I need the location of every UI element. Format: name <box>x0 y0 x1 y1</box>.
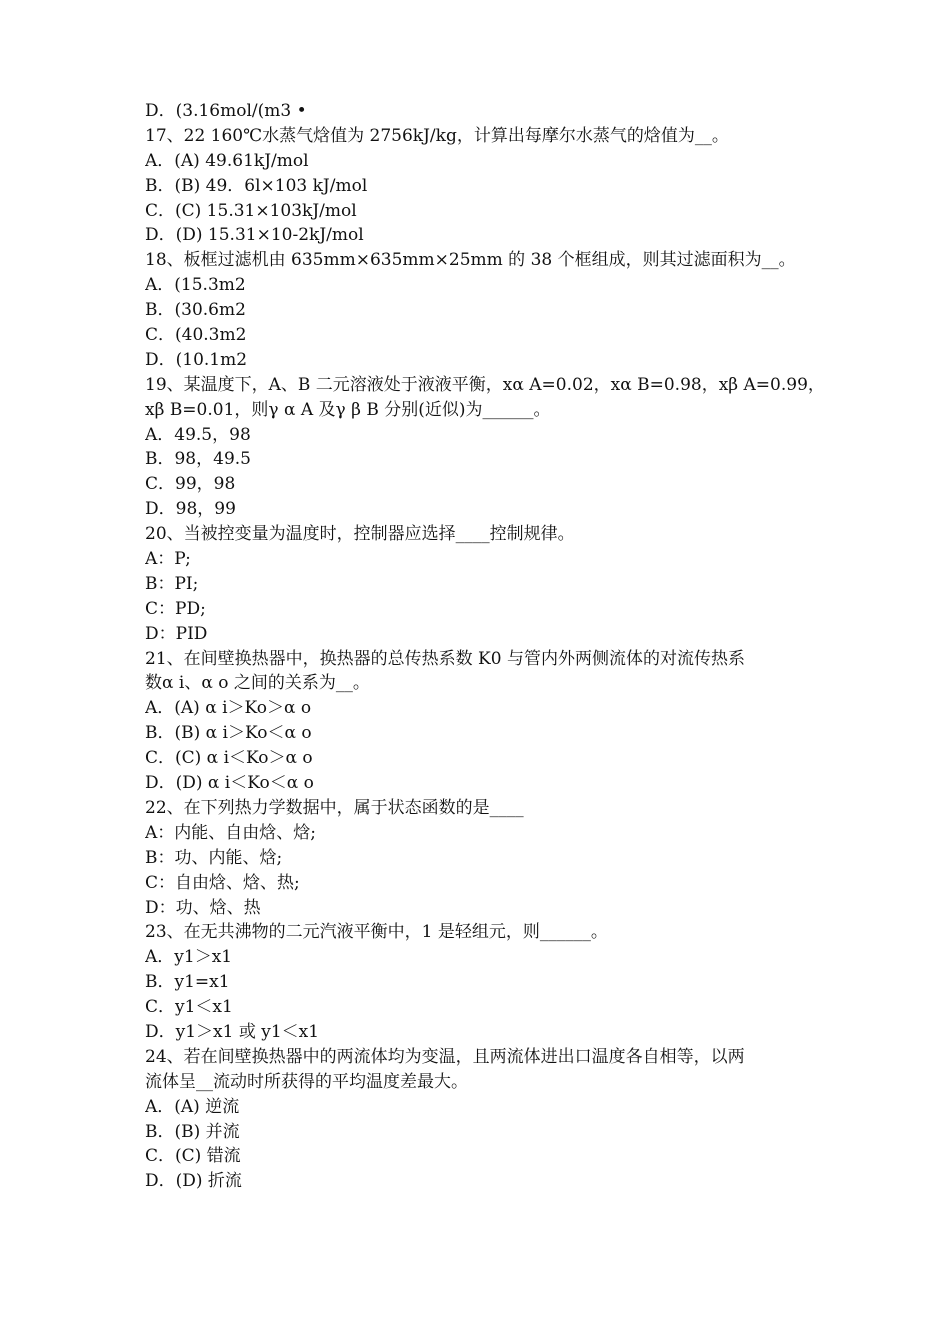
text-line: D：PID <box>145 623 208 644</box>
text-line: C．(C) 错流 <box>145 1146 241 1167</box>
text-line: A．(A) α i＞Ko＞α o <box>145 698 312 719</box>
text-line: C．(40.3m2 <box>145 325 247 346</box>
text-line: B．(B) α i＞Ko＜α o <box>145 723 312 744</box>
text-line: C．(C) α i＜Ko＞α o <box>145 748 313 769</box>
text-line: A．y1＞x1 <box>145 947 233 968</box>
question-21: 21、在间壁换热器中，换热器的总传热系数 K0 与管内外两侧流体的对流传热系 <box>145 648 745 669</box>
text-line: B．y1=x1 <box>145 972 230 993</box>
text-line: D．(D) 折流 <box>145 1171 242 1192</box>
text-line: B：PI; <box>145 573 199 594</box>
question-22: 22、在下列热力学数据中，属于状态函数的是____ <box>145 797 524 818</box>
text-line: B．(30.6m2 <box>145 300 246 321</box>
text-line: C：自由焓、焓、热; <box>145 872 300 893</box>
text-line: C：PD; <box>145 598 206 619</box>
text-line: 数α i、α o 之间的关系为__。 <box>145 673 370 694</box>
question-24: 24、若在间壁换热器中的两流体均为变温，且两流体进出口温度各自相等，以两 <box>145 1046 745 1067</box>
text-line: A．(15.3m2 <box>145 275 246 296</box>
text-line: D．(10.1m2 <box>145 349 248 370</box>
text-line: C．(C) 15.31×103kJ/mol <box>145 200 357 221</box>
text-line: D．98，99 <box>145 499 236 520</box>
text-line: B：功、内能、焓; <box>145 847 283 868</box>
text-line: C．99，98 <box>145 474 236 495</box>
text-line: D．y1＞x1 或 y1＜x1 <box>145 1021 320 1042</box>
text-line: xβ B=0.01，则γ α A 及γ β B 分别(近似)为______。 <box>145 399 551 420</box>
question-19: 19、某温度下，A、B 二元溶液处于液液平衡，xα A=0.02，xα B=0.98，xβ A=0.99， <box>145 374 825 395</box>
document-body <box>145 99 825 1194</box>
text-line: A：内能、自由焓、焓; <box>145 822 317 843</box>
question-20: 20、当被控变量为温度时，控制器应选择____控制规律。 <box>145 524 575 545</box>
text-line: A．49.5，98 <box>145 424 251 445</box>
question-23: 23、在无共沸物的二元汽液平衡中，1 是轻组元，则______。 <box>145 922 608 943</box>
text-line: A：P; <box>145 549 191 570</box>
text-line: D：功、焓、热 <box>145 897 261 918</box>
question-17: 17、22 160℃水蒸气焓值为 2756kJ/kg，计算出每摩尔水蒸气的焓值为__。 <box>145 125 729 146</box>
text-line: B．(B) 并流 <box>145 1121 240 1142</box>
text-line: A．(A) 逆流 <box>145 1096 240 1117</box>
text-line: A．(A) 49.61kJ/mol <box>145 150 309 171</box>
text-line: C．y1＜x1 <box>145 997 233 1018</box>
text-line: B．98，49.5 <box>145 449 251 470</box>
question-18: 18、板框过滤机由 635mm×635mm×25mm 的 38 个框组成，则其过滤面积为__。 <box>145 250 796 271</box>
text-line: D．(D) 15.31×10-2kJ/mol <box>145 225 364 246</box>
text-line: 流体呈__流动时所获得的平均温度差最大。 <box>145 1071 468 1092</box>
text-line: D．(D) α i＜Ko＜α o <box>145 773 314 794</box>
text-line: D．(3.16mol/(m3 • <box>145 101 307 121</box>
text-line: B．(B) 49．6l×103 kJ/mol <box>145 175 368 196</box>
